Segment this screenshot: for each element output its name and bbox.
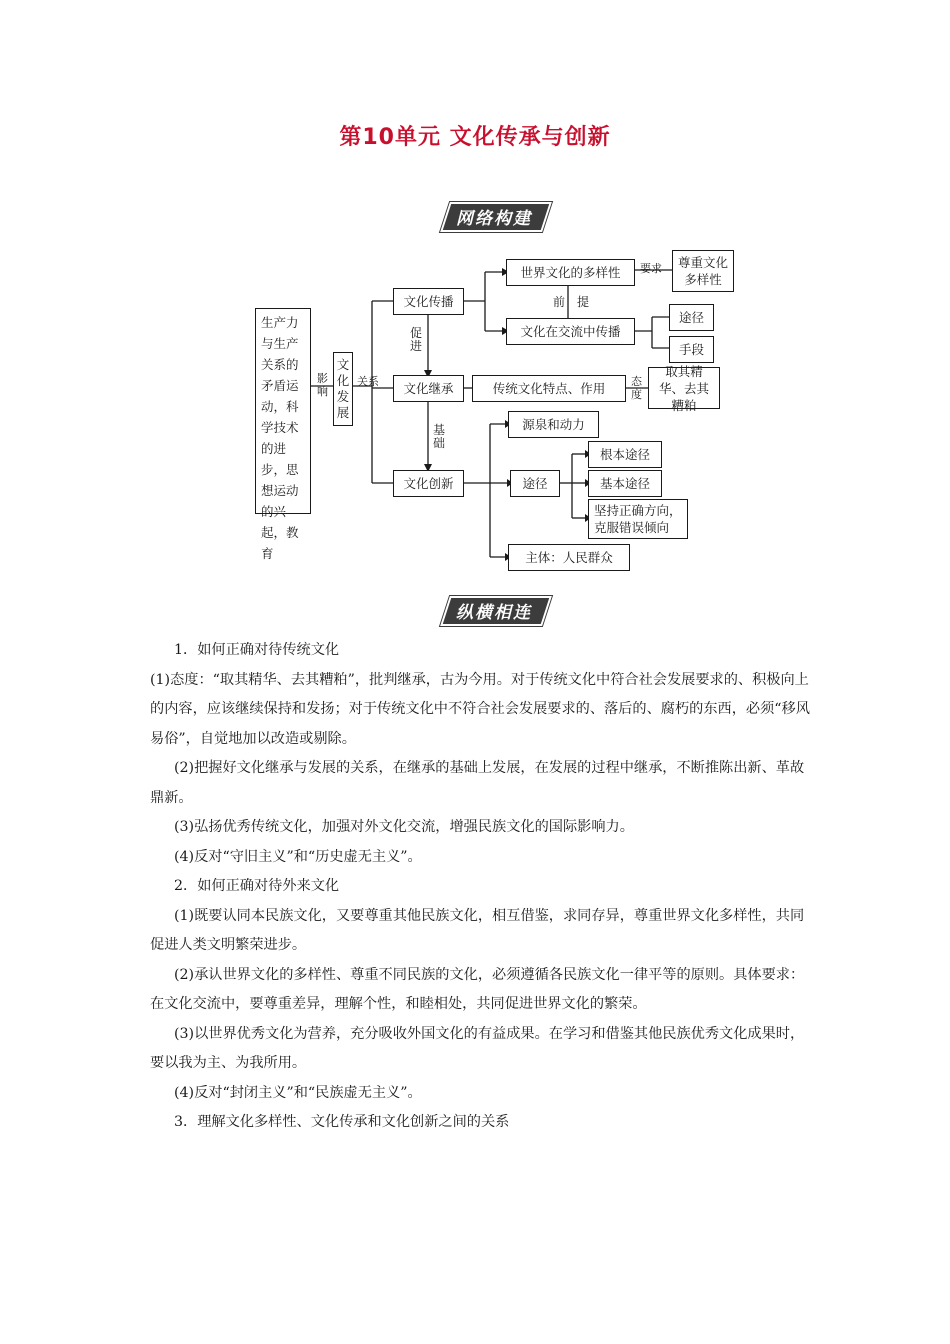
paragraph: (1)态度：“取其精华、去其糟粕”，批判继承，古为今用。对于传统文化中符合社会发展要求的、积极向上的内容，应该继续保持和发扬；对于传统文化中不符合社会发展要求的、落后的、腐朽的东西，必须“移风易俗”，自觉地加以改造或剔除。 <box>150 671 810 747</box>
basic-path-box: 基本途径 <box>588 470 662 497</box>
heading-3: 3．理解文化多样性、文化传承和文化创新之间的关系 <box>174 1114 510 1130</box>
spread-box: 文化传播 <box>393 288 464 315</box>
traditional-culture-box: 传统文化特点、作用 <box>472 375 626 402</box>
concept-map-lines <box>0 0 950 600</box>
paragraph: (2)承认世界文化的多样性、尊重不同民族的文化，必须遵循各民族文化一律平等的原则。具体要求：在文化交流中，要尊重差异，理解个性，和睦相处，共同促进世界文化的繁荣。 <box>150 966 805 1012</box>
paragraph: (3)弘扬优秀传统文化，加强对外文化交流，增强民族文化的国际影响力。 <box>174 819 634 835</box>
innovate-box: 文化创新 <box>393 470 464 497</box>
paragraph: (3)以世界优秀文化为营养，充分吸收外国文化的有益成果。在学习和借鉴其他民族优秀文化成果时，要以我为主、为我所用。 <box>150 1025 805 1071</box>
influence-label: 影响 <box>317 372 328 398</box>
relation-label: 关系 <box>357 375 379 388</box>
paragraph: (4)反对“守旧主义”和“历史虚无主义”。 <box>174 848 422 865</box>
section-banner-connect: 纵横相连 <box>437 596 551 622</box>
source-box: 源泉和动力 <box>508 411 599 438</box>
factor-box: 生产力与生产关系的矛盾运动，科学技术的进步，思想运动的兴起，教育 <box>255 308 311 514</box>
inherit-box: 文化继承 <box>393 375 464 402</box>
page-title: 第10单元 文化传承与创新 <box>339 125 611 150</box>
heading-1: 1．如何正确对待传统文化 <box>174 642 340 658</box>
path-box: 途径 <box>510 470 560 497</box>
correct-direction-box: 坚持正确方向，克服错误倾向 <box>588 499 688 539</box>
exchange-box: 文化在交流中传播 <box>506 318 635 345</box>
section-banner-network: 网络构建 <box>437 202 551 228</box>
basis-label: 基础 <box>433 423 446 450</box>
premise-label: 前 提 <box>553 295 590 309</box>
main-text <box>150 636 814 1138</box>
paragraph: (1)既要认同本民族文化，又要尊重其他民族文化，相互借鉴，求同存异，尊重世界文化多样性，共同促进人类文明繁荣进步。 <box>150 907 805 953</box>
heading-2: 2．如何正确对待外来文化 <box>174 878 340 894</box>
respect-diversity-box: 尊重文化多样性 <box>672 250 734 292</box>
paragraph: (4)反对“封闭主义”和“民族虚无主义”。 <box>174 1084 422 1101</box>
culture-development-box: 文化发展 <box>333 352 353 426</box>
paragraph: (2)把握好文化继承与发展的关系，在继承的基础上发展，在发展的过程中继承，不断推陈出新、革故鼎新。 <box>150 760 805 806</box>
way-box: 途径 <box>669 304 714 331</box>
subject-box: 主体：人民群众 <box>508 544 630 571</box>
take-essence-box: 取其精华、去其糟粕 <box>648 367 720 409</box>
means-box: 手段 <box>669 336 714 363</box>
attitude-label: 态度 <box>631 375 642 401</box>
require-label: 要求 <box>640 262 662 275</box>
diversity-box: 世界文化的多样性 <box>506 259 635 286</box>
promote-label: 促进 <box>410 326 423 353</box>
fundamental-path-box: 根本途径 <box>588 441 662 468</box>
